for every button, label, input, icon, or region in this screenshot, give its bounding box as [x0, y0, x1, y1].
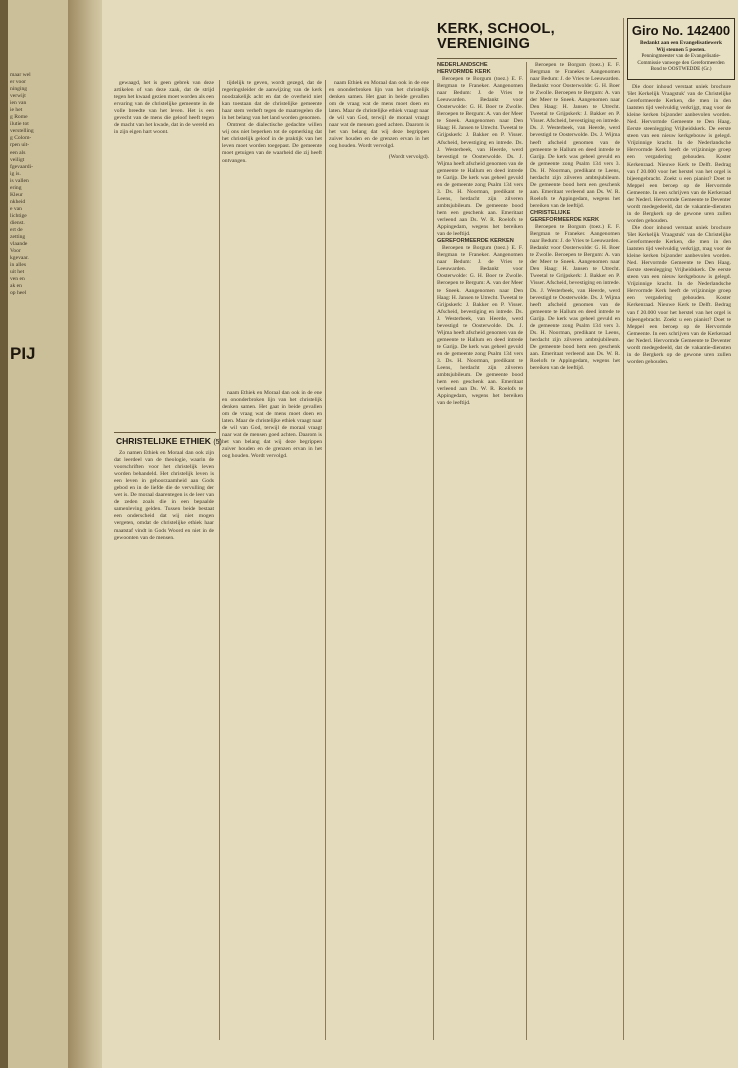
left-page-line: veiligt — [10, 156, 25, 163]
left-page-line: verwijt — [10, 93, 26, 100]
right-column-text: Die door inhoud verstaat uniek brochure 'Het Kerkelijk Vraagstuk' van de Christelijke Gereformeerde Kerken, die men in den laatsten tijd veelvuldig verkrijgt, mag voor de kleine kerken bijzonder aanbevolen worden. Ned. Hervormde Gemeente te Den Haag. Eerste steenlegging Vrijheidskerk. De eerste steen van een nieuw kerkgebouw is gelegd. Vrijzinnige kracht. In de Nederlandsche Hervormde Kerk heeft de vrijzinnige groep een vergadering gehouden. Koster Kerkenraad. Nieuwe Kerk te Delft. Bedrag van f 20.000 voor het herstel van het orgel is bijeengebracht. Zoekt u een pianist? Doet te Meppel een beroep op de Hervormde Gemeente. In een schrijven van de Kerkeraad der Nederl. Hervormde Gemeente te Deventer wordt medegedeeld, dat de vakantie-diensten in de Bergkerk op de gewone uren zullen worden gehouden. — [627, 84, 731, 224]
ethiek-column-3 — [329, 80, 429, 1040]
column-divider-4 — [526, 62, 527, 1040]
kerk-heading-line2: VERENIGING — [437, 36, 531, 52]
left-page-fragment — [8, 0, 70, 1068]
kerk-subheading-3: CHRISTELIJKE GEREFORMEERDE KERK — [530, 209, 599, 224]
kerk-text-3: Beroepen te Borgum (toez.) E. F. Bergman te Franeker. Aangenomen naar Bedum: J. de Vries te Leeuwarden. Bedankt voor Oosterwolde: G. H. Boer te Zwolle. Beroepen te Bergum: A. van der Meer te Sneek. Aangenomen naar Den Haag: H. Jansen te Utrecht. Tweetal te Grijpskerk: J. Bakker en P. Visser. Afscheid, bevestiging en intrede. Ds. J. Westerbeek, van Heerde, werd bevestigd te Oosterwolde. Ds. J. Wijma heeft afscheid genomen van de gemeente te Hallum en deed intrede te Garijp. De kerk was geheel gevuld en de gemeente zong Psalm 134 vers 3. Ds. H. Noorman, predikant te Leens, herdacht zijn zilveren ambtsjubileum. De gemeente bood hem een geschenk aan. Emeritaat verleend aan Ds. W. R. Roelofs te Appingedam, wegens het bereiken van de leeftijd. — [530, 62, 620, 209]
book-binding — [0, 0, 8, 1068]
giro-title: Giro No. 142400 — [631, 23, 731, 38]
column-divider-2 — [325, 80, 326, 1040]
left-page-line: rpen uit- — [10, 142, 30, 149]
ethiek-heading — [116, 436, 222, 446]
article-column-1 — [114, 80, 214, 380]
column-divider-5 — [623, 18, 624, 1040]
article-text-col2-top: tijdelijk te geven, wordt gezegd, dat de regeringsleider de aanwijzing van de kerk noodzakelijk acht en dat de overheid niet kan toestaan dat de christelijke gemeente haar stem verheft tegen de maatregelen die in het belang van het land worden genomen. — [222, 80, 322, 122]
kerk-rule — [437, 58, 617, 59]
left-page-line: uit het — [10, 269, 25, 276]
left-page-line: zetting — [10, 234, 26, 241]
kerk-text-1: Beroepen te Borgum (toez.) E. F. Bergman te Franeker. Aangenomen naar Bedum: J. de Vries te Leeuwarden. Bedankt voor Oosterwolde: G. H. Boer te Zwolle. Beroepen te Bergum: A. van der Meer te Sneek. Aangenomen naar Den Haag: H. Jansen te Utrecht. Tweetal te Grijpskerk: J. Bakker en P. Visser. Afscheid, bevestiging en intrede. Ds. J. Westerbeek, van Heerde, werd bevestigd te Oosterwolde. Ds. J. Wijma heeft afscheid genomen van de gemeente te Hallum en deed intrede te Garijp. De kerk was geheel gevuld en de gemeente zong Psalm 134 vers 3. Ds. H. Noorman, predikant te Leens, herdacht zijn zilveren ambtsjubileum. De gemeente bood hem een geschenk aan. Emeritaat verleend aan Ds. W. R. Roelofs te Appingedam, wegens het bereiken van de leeftijd. — [437, 76, 523, 238]
left-page-line: ert de — [10, 227, 23, 234]
left-page-line: dienst. — [10, 219, 25, 226]
left-page-line: Kleur — [10, 191, 23, 198]
left-page-line: Voor — [10, 248, 21, 255]
left-page-line: lichtige — [10, 212, 27, 219]
left-page-line: ilutie tot — [10, 121, 29, 128]
ethiek-top-rule — [114, 432, 216, 433]
kerk-heading-line1: KERK, SCHOOL, — [437, 21, 555, 37]
left-page-line: er voor — [10, 79, 26, 86]
left-page-line: ninging — [10, 86, 28, 93]
left-page-line: e van — [10, 205, 22, 212]
left-page-line: op heel — [10, 290, 27, 297]
giro-line1: Bedankt aan een Evangelisatiewerk — [640, 40, 722, 46]
left-page-text — [10, 72, 66, 298]
ethiek-column-2 — [222, 390, 322, 1040]
ethiek-column-1 — [114, 450, 214, 1040]
left-page-line: ien van — [10, 100, 27, 107]
column-divider-3 — [433, 80, 434, 1040]
ethiek-text-col3: naam Ethiek en Moraal dan ook in de ene en ononderbroken lijn van het christelijk denken samen. Het gaat in beide gevallen om de vraag wat de mens moet doen en laten. Maar de christelijke ethiek vraagt naar de wil van God, terwijl de moraal vraagt naar wat de mensen goed achten. Daarom is het van belang dat wij deze begrippen zuiver houden en de grenzen ervan in het oog houden. Wordt vervolgd. — [329, 80, 429, 150]
left-page-line: is vallen — [10, 177, 29, 184]
left-page-line: vlaande — [10, 241, 28, 248]
left-page-line: ak en — [10, 283, 22, 290]
kerk-heading — [437, 22, 555, 52]
kerk-subheading-1: NEDERLANDSCHE HERVORMDE KERK — [437, 62, 491, 76]
giro-line4: Commissie vanwege den Gereformeerden — [637, 59, 725, 66]
giro-line5: Bond te OOSTWEDDE (Gr.) — [650, 66, 712, 73]
left-page-line: fgevaardi- — [10, 163, 33, 170]
giro-line3: Penningmeester van de Evangelisatie- — [641, 53, 721, 60]
kerk-text-2: Beroepen te Borgum (toez.) E. F. Bergman te Franeker. Aangenomen naar Bedum: J. de Vries te Leeuwarden. Bedankt voor Oosterwolde: G. H. Boer te Zwolle. Beroepen te Bergum: A. van der Meer te Sneek. Aangenomen naar Den Haag: H. Jansen te Utrecht. Tweetal te Grijpskerk: J. Bakker en P. Visser. Afscheid, bevestiging en intrede. Ds. J. Westerbeek, van Heerde, werd bevestigd te Oosterwolde. Ds. J. Wijma heeft afscheid genomen van de gemeente te Hallum en deed intrede te Garijp. De kerk was geheel gevuld en de gemeente zong Psalm 134 vers 3. Ds. H. Noorman, predikant te Leens, herdacht zijn zilveren ambtsjubileum. De gemeente bood hem een geschenk aan. Emeritaat verleend aan Ds. W. R. Roelofs te Appingedam, wegens het bereiken van de leeftijd. — [437, 245, 523, 407]
ethiek-heading-number: (5) — [213, 439, 222, 446]
left-page-line: een als — [10, 149, 26, 156]
left-page-line: g Colom- — [10, 135, 32, 142]
ethiek-text-col2: naam Ethiek en Moraal dan ook in de ene en ononderbroken lijn van het christelijk denken samen. Het gaat in beide gevallen om de vraag wat de mens moet doen en laten. Maar de christelijke ethiek vraagt naar de wil van God, terwijl de moraal vraagt naar wat de mensen goed achten. Daarom is het van belang dat wij deze begrippen zuiver houden en de grenzen ervan in het oog houden. Wordt vervolgd. — [222, 390, 322, 460]
kerk-column-2 — [530, 62, 620, 1040]
kerk-subheading-2: GEREFORMEERDE KERKEN — [437, 238, 514, 245]
left-page-line: maar wel — [10, 72, 31, 78]
right-column — [627, 84, 731, 1040]
left-page-line: ven en — [10, 276, 25, 283]
article-text-col1-top: gewaagd, het is geen gebrek van deze artikelen of van deze zaak, dat de strijd tegen het kwaad gezien moet worden als een ervaring van de christelijke gemeente in de volle breedte van het leven. Het is een gevecht van de mens die geloof heeft tegen de macht van het kwade, dat in de wereld en in zijn eigen hart woont. — [114, 80, 214, 136]
left-page-line: ie het — [10, 107, 23, 114]
left-page-line: g Rome — [10, 114, 28, 121]
left-page-line: ering — [10, 184, 22, 191]
ethiek-signature: (Wordt vervolgd). — [388, 154, 429, 161]
giro-advertisement — [627, 18, 735, 80]
left-page-line: in alles — [10, 262, 27, 269]
left-page-heading: PIJ — [10, 344, 36, 363]
ethiek-text-col1: Zo namen Ethiek en Moraal dan ook zijn dat leerdeel van de theologie, waarin de voorschriften voor het christelijk leven worden behandeld. Het christelijk leven is een leven in gehoorzaamheid aan Gods gebod en in de liefde die de vervulling der wet is. De moraal daarentegen is de leer van de zeden zoals die in een bepaalde samenleving gelden. Tussen beide bestaat een onderscheid dat wij niet mogen vergeten, omdat de christelijke ethiek haar maatstaf vindt in Gods Woord en niet in de gewoonten van de mensen. — [114, 450, 214, 541]
ethiek-heading-text: CHRISTELIJKE ETHIEK — [116, 436, 211, 446]
left-page-line: kgevaar. — [10, 255, 29, 262]
column-divider-1 — [219, 80, 220, 1040]
left-page-line: verstelling — [10, 128, 34, 135]
left-page-line: nkheid — [10, 198, 26, 205]
kerk-text-4: Beroepen te Borgum (toez.) E. F. Bergman te Franeker. Aangenomen naar Bedum: J. de Vries te Leeuwarden. Bedankt voor Oosterwolde: G. H. Boer te Zwolle. Beroepen te Bergum: A. van der Meer te Sneek. Aangenomen naar Den Haag: H. Jansen te Utrecht. Tweetal te Grijpskerk: J. Bakker en P. Visser. Afscheid, bevestiging en intrede. Ds. J. Westerbeek, van Heerde, werd bevestigd te Oosterwolde. Ds. J. Wijma heeft afscheid genomen van de gemeente te Hallum en deed intrede te Garijp. De kerk was geheel gevuld en de gemeente zong Psalm 134 vers 3. Ds. H. Noorman, predikant te Leens, herdacht zijn zilveren ambtsjubileum. De gemeente bood hem een geschenk aan. Emeritaat verleend aan Ds. W. R. Roelofs te Appingedam, wegens het bereiken van de leeftijd. — [530, 224, 620, 372]
giro-line2: Wij steunen 5 posten. — [656, 46, 706, 53]
article-column-2 — [222, 80, 322, 380]
article-text-col2-mid: Omtrent de dialectische gedachte willen wij ons niet beperken tot de opmerking dat het christelijk geloof in de praktijk van het leven moet worden toegepast. De gemeente moet getuigen van de waarheid die zij heeft ontvangen. — [222, 122, 322, 164]
right-column-text-2: Die door inhoud verstaat uniek brochure 'Het Kerkelijk Vraagstuk' van de Christelijke Gereformeerde Kerken, die men in den laatsten tijd veelvuldig verkrijgt, mag voor de kleine kerken bijzonder aanbevolen worden. Ned. Hervormde Gemeente te Den Haag. Eerste steenlegging Vrijheidskerk. De eerste steen van een nieuw kerkgebouw is gelegd. Vrijzinnige kracht. In de Nederlandsche Hervormde Kerk heeft de vrijzinnige groep een vergadering gehouden. Koster Kerkenraad. Nieuwe Kerk te Delft. Bedrag van f 20.000 voor het herstel van het orgel is bijeengebracht. Zoekt u een pianist? Doet te Meppel een beroep op de Hervormde Gemeente. In een schrijven van de Kerkeraad der Nederl. Hervormde Gemeente te Deventer wordt medegedeeld, dat de vakantie-diensten in de Bergkerk op de gewone uren zullen worden gehouden. — [627, 224, 731, 365]
kerk-column-1 — [437, 62, 523, 1040]
left-page-line: ig is. — [10, 170, 21, 177]
